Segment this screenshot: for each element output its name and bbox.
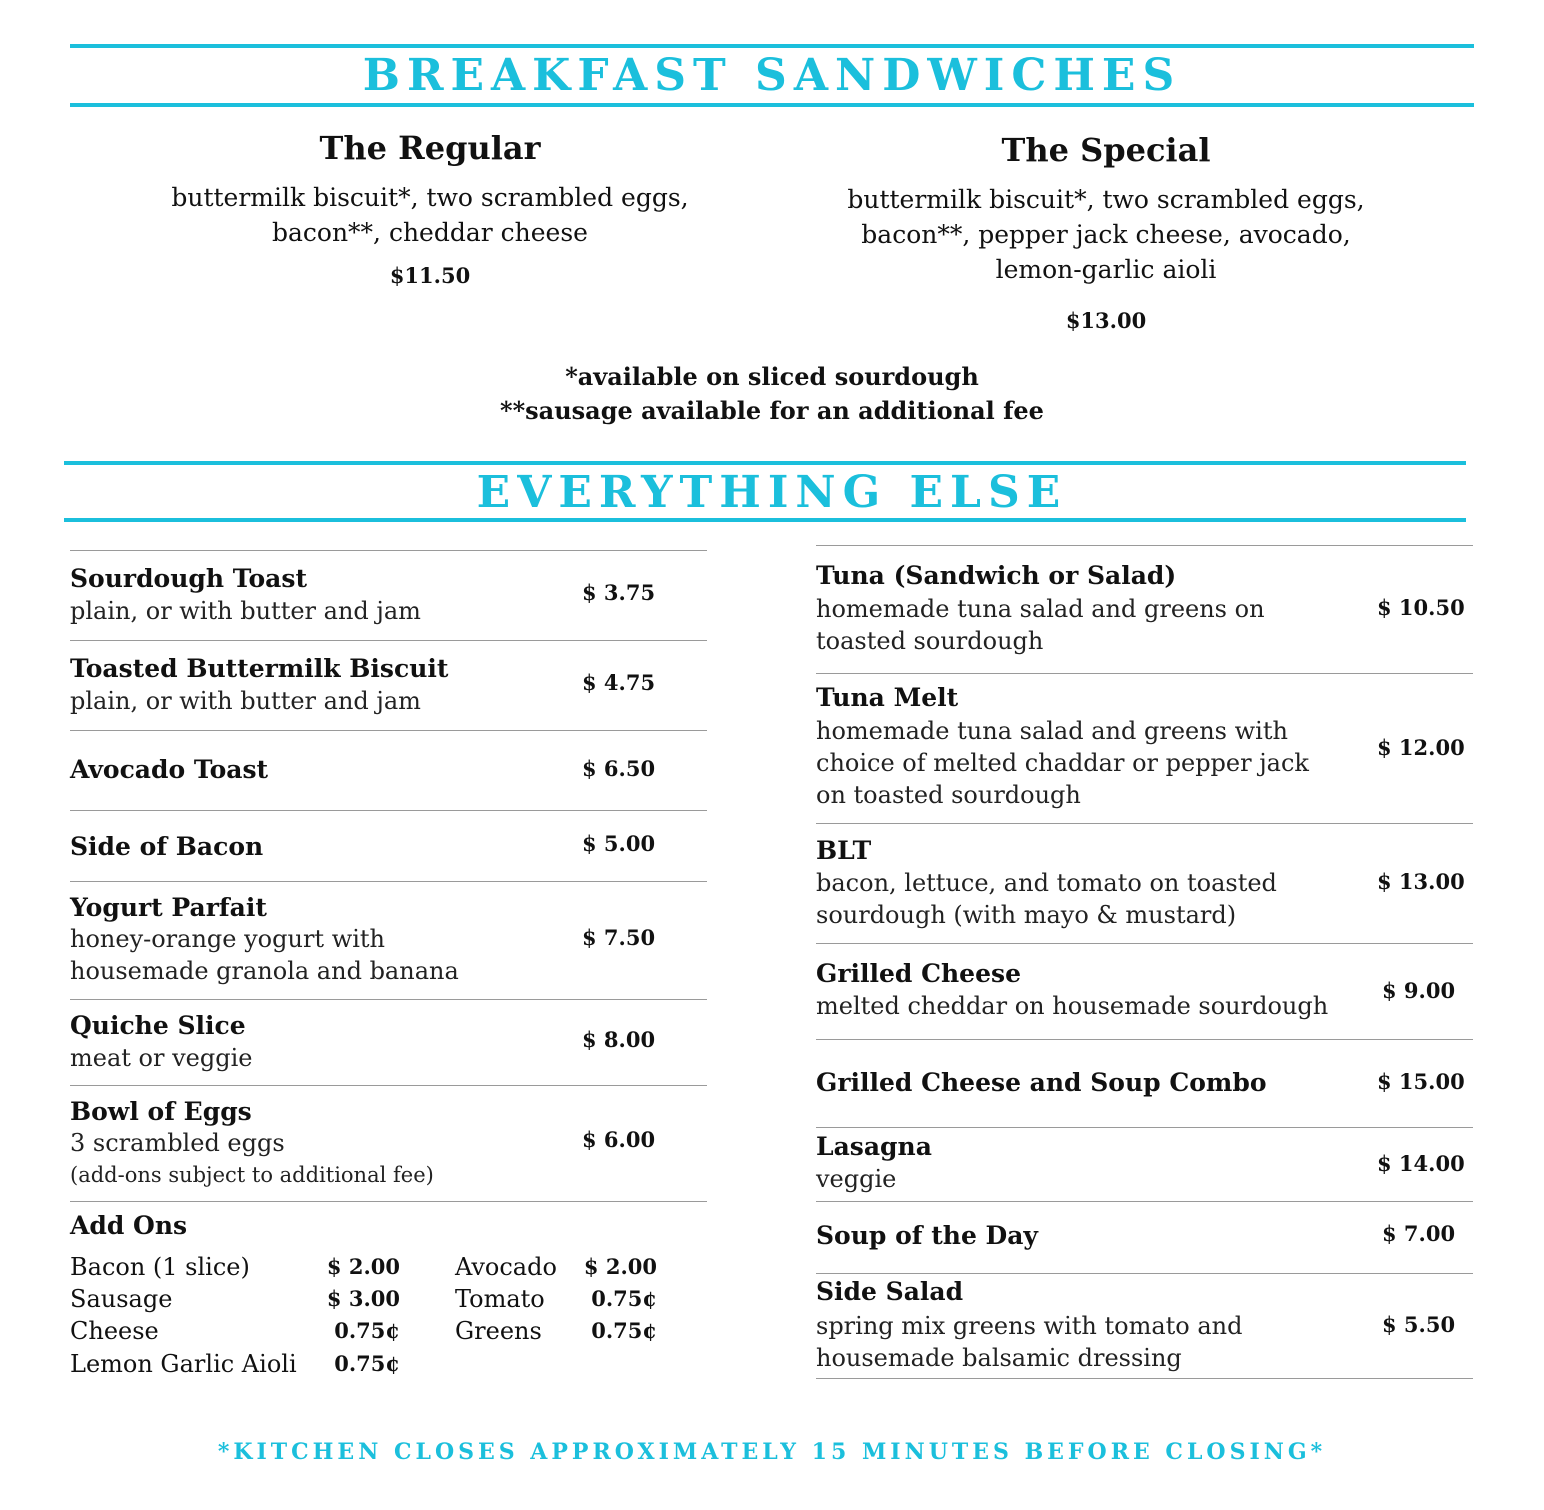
left-column-divider — [70, 1201, 707, 1202]
item-description: spring mix greens with tomato and housemade balsamic dressing — [816, 1312, 1243, 1372]
addon-price-cheese: 0.75¢ — [334, 1318, 400, 1343]
item-name: Grilled Cheese and Soup Combo — [816, 1068, 1267, 1097]
item-name: Sourdough Toast — [70, 564, 307, 593]
addon-price-bacon: $ 2.00 — [326, 1254, 400, 1279]
item-name: Side Salad — [816, 1277, 964, 1306]
item-name: Tuna (Sandwich or Salad) — [816, 561, 1177, 590]
item-price: $ 7.00 — [1382, 1221, 1456, 1246]
menu-item-grilled-cheese — [816, 943, 1473, 1039]
menu-item-grilled-cheese-and-soup-combo — [816, 1039, 1473, 1127]
menu-item-tuna-sandwich-or-salad — [816, 545, 1473, 673]
sandwich-description: buttermilk biscuit*, two scrambled eggs, bacon**, cheddar cheese — [171, 183, 689, 247]
sandwich-description: buttermilk biscuit*, two scrambled eggs, bacon**, pepper jack cheese, avocado, lemon-garlic aioli — [847, 185, 1365, 284]
item-name: BLT — [816, 836, 872, 865]
item-price: $ 13.00 — [1377, 869, 1465, 894]
item-description: meat or veggie — [70, 1044, 253, 1072]
item-description: veggie — [816, 1165, 897, 1193]
item-description: homemade tuna salad and greens with choice of melted chaddar or pepper jack on toasted sourdough — [816, 717, 1309, 809]
addon-label-tomato: Tomato — [455, 1285, 545, 1313]
addon-label-avocado: Avocado — [455, 1253, 557, 1281]
item-price: $ 8.00 — [582, 1027, 656, 1052]
item-price: $ 6.50 — [582, 756, 656, 781]
right-column-divider — [816, 1378, 1473, 1379]
menu-item-lasagna — [816, 1127, 1473, 1201]
item-name: Avocado Toast — [70, 755, 269, 784]
note-sourdough: *available on sliced sourdough — [565, 362, 979, 391]
addon-price-avocado: $ 2.00 — [583, 1254, 657, 1279]
sandwich-name: The Special — [1001, 131, 1211, 169]
item-note: (add-ons subject to additional fee) — [70, 1163, 434, 1187]
menu-item-yogurt-parfait — [70, 881, 707, 999]
item-name: Tuna Melt — [816, 683, 959, 712]
item-description: plain, or with butter and jam — [70, 597, 421, 625]
item-description: homemade tuna salad and greens on toasted sourdough — [816, 595, 1265, 655]
item-description: honey-orange yogurt with housemade granola and banana — [70, 925, 459, 985]
sandwich-name: The Regular — [319, 129, 541, 167]
item-price: $ 15.00 — [1377, 1069, 1465, 1094]
sandwich-price: $11.50 — [389, 263, 471, 288]
menu-item-side-of-bacon — [70, 810, 707, 881]
menu-item-avocado-toast — [70, 730, 707, 810]
addon-price-sausage: $ 3.00 — [326, 1286, 400, 1311]
everything-section-title: EVERYTHING ELSE — [476, 467, 1068, 518]
item-name: Lasagna — [816, 1132, 932, 1161]
addon-label-greens: Greens — [455, 1317, 542, 1345]
everything-top-rule — [64, 461, 1466, 465]
menu-item-quiche-slice — [70, 999, 707, 1085]
item-name: Soup of the Day — [816, 1221, 1038, 1250]
item-price: $ 10.50 — [1377, 595, 1465, 620]
note-sausage: **sausage available for an additional fee — [500, 396, 1044, 425]
item-price: $ 6.00 — [582, 1127, 656, 1152]
item-name: Grilled Cheese — [816, 959, 1021, 988]
addon-price-tomato: 0.75¢ — [591, 1286, 657, 1311]
kitchen-closing-note: *KITCHEN CLOSES APPROXIMATELY 15 MINUTES BEFORE CLOSING* — [217, 1439, 1327, 1465]
item-price: $ 3.75 — [582, 580, 656, 605]
item-description: melted cheddar on housemade sourdough — [816, 992, 1329, 1020]
addons-title: Add Ons — [70, 1211, 188, 1240]
item-price: $ 12.00 — [1377, 735, 1465, 760]
addon-label-lemon-garlic-aioli: Lemon Garlic Aioli — [70, 1350, 297, 1378]
addon-price-greens: 0.75¢ — [591, 1318, 657, 1343]
menu-item-toasted-buttermilk-biscuit — [70, 640, 707, 730]
menu-item-sourdough-toast — [70, 550, 707, 640]
addon-label-bacon: Bacon (1 slice) — [70, 1253, 250, 1281]
item-price: $ 7.50 — [582, 925, 656, 950]
addon-label-sausage: Sausage — [70, 1285, 173, 1313]
breakfast-section-title: BREAKFAST SANDWICHES — [362, 50, 1182, 101]
breakfast-top-rule — [70, 44, 1474, 48]
item-description: 3 scrambled eggs — [70, 1129, 285, 1157]
addon-label-cheese: Cheese — [70, 1317, 159, 1345]
item-name: Toasted Buttermilk Biscuit — [70, 654, 449, 683]
menu-item-tuna-melt — [816, 673, 1473, 823]
menu-item-soup-of-the-day — [816, 1201, 1473, 1273]
item-price: $ 9.00 — [1382, 978, 1456, 1003]
item-name: Quiche Slice — [70, 1011, 246, 1040]
everything-bottom-rule — [64, 518, 1466, 522]
sandwich-price: $13.00 — [1065, 308, 1147, 333]
sandwich-the-regular — [130, 128, 730, 290]
item-price: $ 14.00 — [1377, 1151, 1465, 1176]
item-price: $ 4.75 — [582, 670, 656, 695]
item-description: bacon, lettuce, and tomato on toasted sourdough (with mayo & mustard) — [816, 869, 1277, 929]
menu-item-side-salad — [816, 1273, 1473, 1379]
item-name: Bowl of Eggs — [70, 1097, 252, 1126]
item-price: $ 5.00 — [582, 831, 656, 856]
sandwich-the-special — [806, 130, 1406, 335]
breakfast-bottom-rule — [70, 103, 1474, 107]
item-description: plain, or with butter and jam — [70, 687, 421, 715]
item-price: $ 5.50 — [1382, 1312, 1456, 1337]
breakfast-notes — [0, 360, 1544, 428]
item-name: Yogurt Parfait — [70, 893, 267, 922]
menu-item-blt — [816, 823, 1473, 943]
item-name: Side of Bacon — [70, 832, 264, 861]
addon-price-lemon-garlic-aioli: 0.75¢ — [334, 1351, 400, 1376]
menu-item-bowl-of-eggs — [70, 1085, 707, 1201]
